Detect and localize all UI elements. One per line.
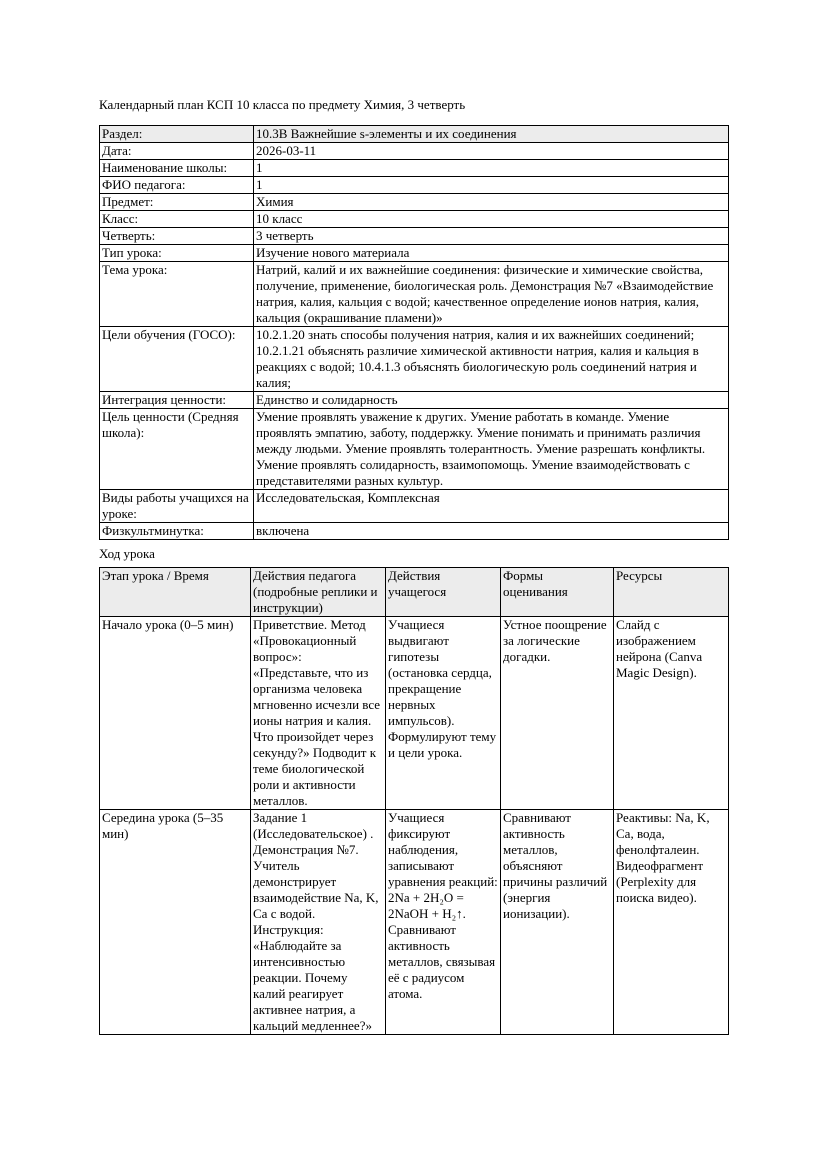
- col-header-stage: Этап урока / Время: [100, 568, 251, 617]
- col-header-student-actions: Действия учащегося: [386, 568, 501, 617]
- cell-student-actions: Учащиеся фиксируют наблюдения, записывают уравнения реакций: 2Na + 2H₂O = 2NaOH + H₂↑. Сравнивают активность металлов, связывая её с радиусом атома.: [386, 810, 501, 1035]
- info-label-values-goal: Цель ценности (Средняя школа):: [100, 409, 254, 490]
- info-value-work-types: Исследовательская, Комплексная: [254, 490, 729, 523]
- info-label-fizkultminutka: Физкультминутка:: [100, 523, 254, 540]
- info-value-values-integration: Единство и солидарность: [254, 392, 729, 409]
- cell-teacher-actions: Задание 1 (Исследовательское) . Демонстрация №7. Учитель демонстрирует взаимодействие Na, K, Ca с водой. Инструкция: «Наблюдайте за интенсивностью реакции. Почему калий реагирует активнее натрия, а кальций медленнее?»: [251, 810, 386, 1035]
- info-value-subject: Химия: [254, 194, 729, 211]
- info-label-lesson-type: Тип урока:: [100, 245, 254, 262]
- info-label-quarter: Четверть:: [100, 228, 254, 245]
- table-row-lesson-middle: [100, 810, 729, 1035]
- table-row: [100, 245, 729, 262]
- info-label-subject: Предмет:: [100, 194, 254, 211]
- info-value-teacher: 1: [254, 177, 729, 194]
- document-page: [99, 97, 728, 1035]
- info-value-fizkultminutka: включена: [254, 523, 729, 540]
- info-value-lesson-type: Изучение нового материала: [254, 245, 729, 262]
- page-title: Календарный план КСП 10 класса по предмету Химия, 3 четверть: [99, 97, 466, 112]
- table-row: [100, 143, 729, 160]
- cell-student-actions: Учащиеся выдвигают гипотезы (остановка сердца, прекращение нервных импульсов). Формулируют тему и цели урока.: [386, 617, 501, 810]
- info-label-date: Дата:: [100, 143, 254, 160]
- info-value-topic: Натрий, калий и их важнейшие соединения: физические и химические свойства, получение, применение, биологическая роль. Демонстрация №7 «Взаимодействие натрия, калия, кальция с водой; качественное определение ионов натрия, калия, кальция (окрашивание пламени)»: [254, 262, 729, 327]
- table-row-lesson-start: [100, 617, 729, 810]
- cell-stage: Середина урока (5–35 мин): [100, 810, 251, 1035]
- table-row: [100, 211, 729, 228]
- info-label-topic: Тема урока:: [100, 262, 254, 327]
- table-row: [100, 160, 729, 177]
- col-header-resources: Ресурсы: [614, 568, 729, 617]
- info-value-values-goal: Умение проявлять уважение к других. Умение работать в команде. Умение проявлять эмпатию, заботу, поддержку. Умение понимать и принимать различия между людьми. Умение проявлять толерантность. Умение разрешать конфликты. Умение проявлять солидарность, взаимопомощь. Умение взаимодействовать с представителями разных культур.: [254, 409, 729, 490]
- table-row: [100, 262, 729, 327]
- info-value-date: 2026-03-11: [254, 143, 729, 160]
- table-row: [100, 490, 729, 523]
- cell-resources: Слайд с изображением нейрона (Canva Magic Design).: [614, 617, 729, 810]
- table-row: [100, 177, 729, 194]
- info-label-goals: Цели обучения (ГОСО):: [100, 327, 254, 392]
- info-value-razdel: 10.3B Важнейшие s-элементы и их соединения: [254, 126, 729, 143]
- table-header-row: [100, 568, 729, 617]
- table-row: [100, 327, 729, 392]
- lesson-flow-table: [99, 567, 729, 1035]
- table-row: [100, 194, 729, 211]
- cell-stage: Начало урока (0–5 мин): [100, 617, 251, 810]
- info-label-school: Наименование школы:: [100, 160, 254, 177]
- info-label-teacher: ФИО педагога:: [100, 177, 254, 194]
- table-row: [100, 392, 729, 409]
- table-row: [100, 523, 729, 540]
- cell-teacher-actions: Приветствие. Метод «Провокационный вопрос»: «Представьте, что из организма человека мгновенно исчезли все ионы натрия и калия. Что произойдет через секунду?» Подводит к теме биологической роли и активности металлов.: [251, 617, 386, 810]
- lesson-info-table: [99, 125, 729, 540]
- section-heading: Ход урока: [99, 546, 155, 561]
- info-label-work-types: Виды работы учащихся на уроке:: [100, 490, 254, 523]
- col-header-teacher-actions: Действия педагога (подробные реплики и инструкции): [251, 568, 386, 617]
- cell-assessment: Сравнивают активность металлов, объясняют причины различий (энергия ионизации).: [501, 810, 614, 1035]
- info-label-razdel: Раздел:: [100, 126, 254, 143]
- info-value-class: 10 класс: [254, 211, 729, 228]
- cell-resources: Реактивы: Na, K, Ca, вода, фенолфталеин. Видеофрагмент (Perplexity для поиска видео).: [614, 810, 729, 1035]
- table-row: [100, 126, 729, 143]
- col-header-assessment: Формы оценивания: [501, 568, 614, 617]
- table-row: [100, 228, 729, 245]
- info-value-school: 1: [254, 160, 729, 177]
- cell-assessment: Устное поощрение за логические догадки.: [501, 617, 614, 810]
- info-value-quarter: 3 четверть: [254, 228, 729, 245]
- info-label-class: Класс:: [100, 211, 254, 228]
- table-row: [100, 409, 729, 490]
- info-label-values-integration: Интеграция ценности:: [100, 392, 254, 409]
- info-value-goals: 10.2.1.20 знать способы получения натрия, калия и их важнейших соединений; 10.2.1.21 объяснять различие химической активности натрия, калия и кальция в реакциях с водой; 10.4.1.3 объяснять биологическую роль соединений натрия и калия;: [254, 327, 729, 392]
